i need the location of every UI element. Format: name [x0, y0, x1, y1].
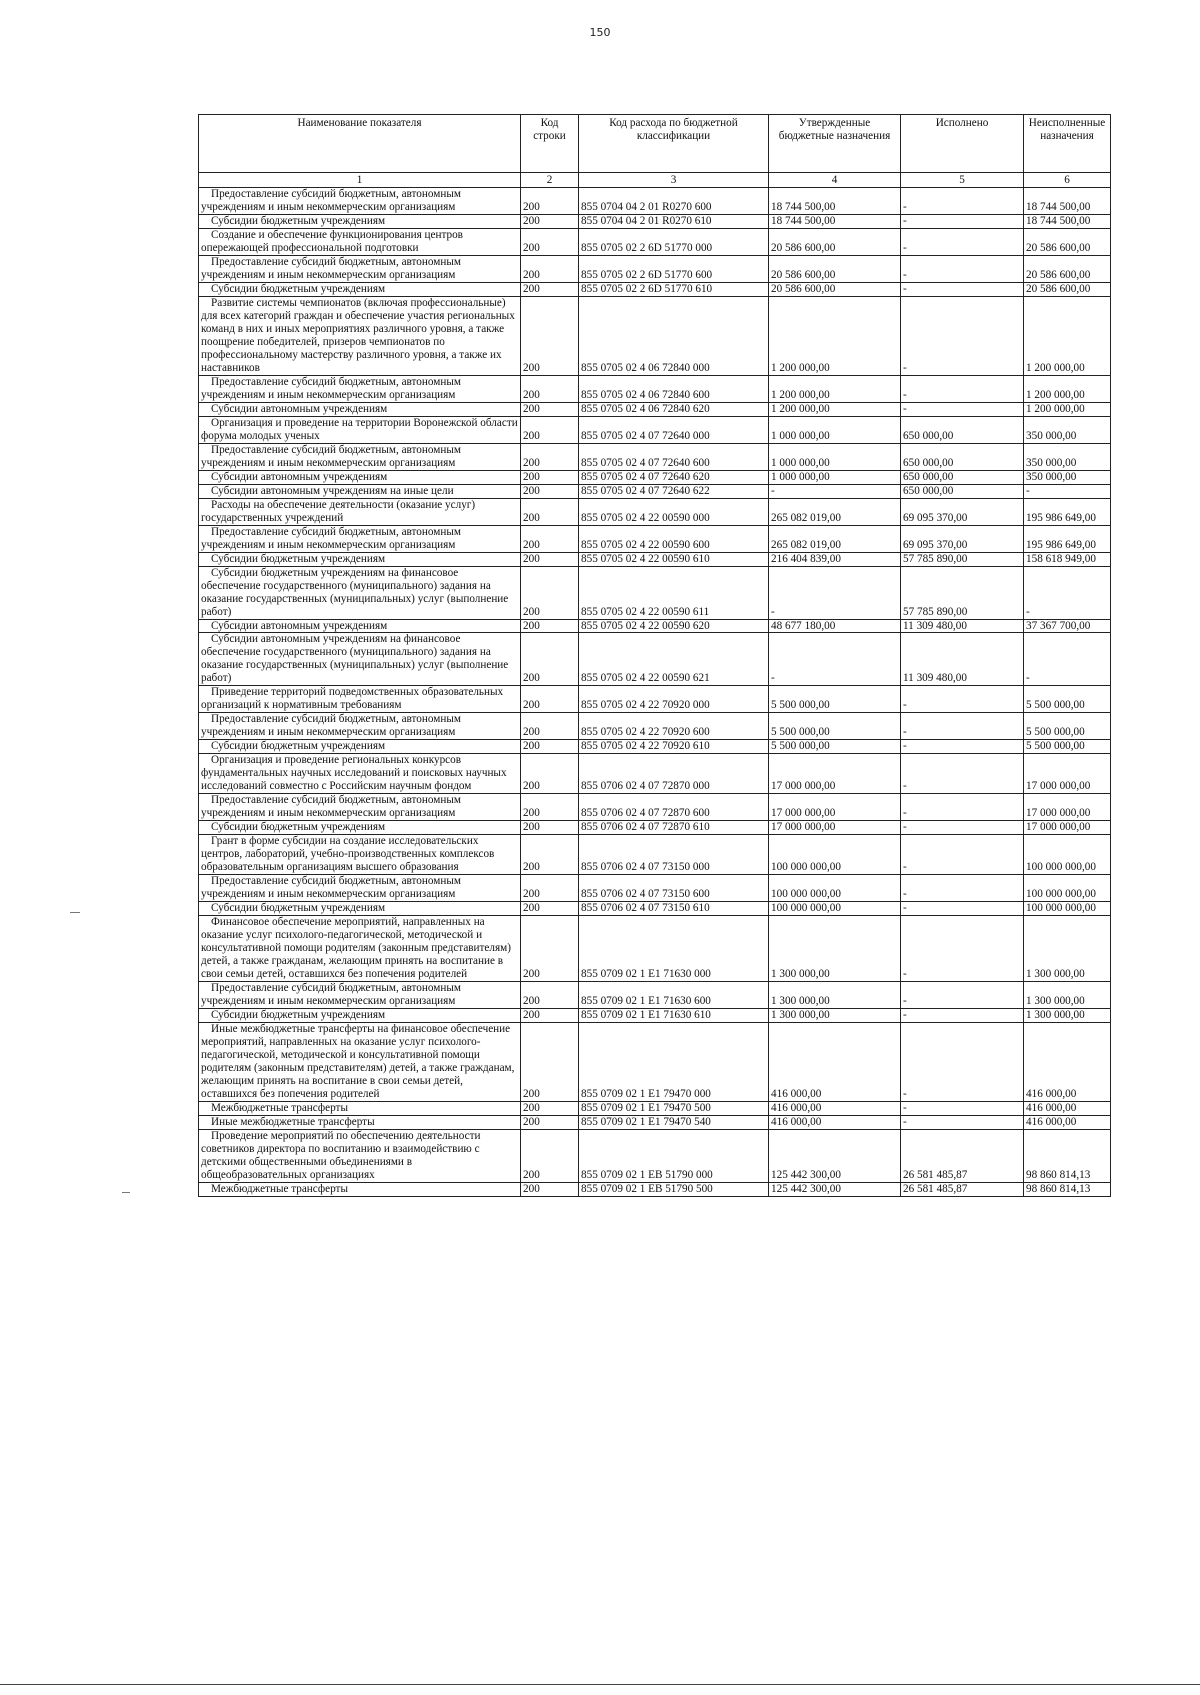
row-indicator-name: Создание и обеспечение функционирования центров опережающей профессиональной подготовки	[199, 228, 521, 255]
row-executed-amount: -	[901, 1009, 1024, 1023]
row-unexecuted-amount: 18 744 500,00	[1024, 188, 1111, 215]
row-expense-code: 855 0704 04 2 01 R0270 600	[579, 188, 769, 215]
row-line-code: 200	[521, 686, 579, 713]
row-line-code: 200	[521, 498, 579, 525]
table-row	[199, 255, 1111, 282]
table-row	[199, 1009, 1111, 1023]
row-line-code: 200	[521, 552, 579, 566]
row-approved-amount: 5 500 000,00	[769, 686, 901, 713]
column-number: 4	[769, 173, 901, 188]
row-indicator-name: Предоставление субсидий бюджетным, автономным учреждениям и иным некоммерческим организациям	[199, 713, 521, 740]
column-number: 2	[521, 173, 579, 188]
row-expense-code: 855 0706 02 4 07 72870 610	[579, 821, 769, 835]
row-unexecuted-amount: 17 000 000,00	[1024, 821, 1111, 835]
row-executed-amount: -	[901, 916, 1024, 982]
row-unexecuted-amount: -	[1024, 484, 1111, 498]
row-unexecuted-amount: 100 000 000,00	[1024, 875, 1111, 902]
row-approved-amount: 1 300 000,00	[769, 1009, 901, 1023]
row-executed-amount: 26 581 485,87	[901, 1129, 1024, 1182]
row-approved-amount: 1 300 000,00	[769, 916, 901, 982]
row-indicator-name: Предоставление субсидий бюджетным, автономным учреждениям и иным некоммерческим организациям	[199, 982, 521, 1009]
row-executed-amount: -	[901, 835, 1024, 875]
row-approved-amount: 17 000 000,00	[769, 794, 901, 821]
table-row	[199, 188, 1111, 215]
row-unexecuted-amount: -	[1024, 633, 1111, 686]
row-approved-amount: 1 000 000,00	[769, 470, 901, 484]
row-line-code: 200	[521, 470, 579, 484]
row-approved-amount: 265 082 019,00	[769, 498, 901, 525]
row-expense-code: 855 0709 02 1 E1 79470 540	[579, 1115, 769, 1129]
table-row	[199, 375, 1111, 402]
row-line-code: 200	[521, 255, 579, 282]
row-approved-amount: 1 200 000,00	[769, 375, 901, 402]
column-number: 5	[901, 173, 1024, 188]
column-number: 1	[199, 173, 521, 188]
row-executed-amount: -	[901, 255, 1024, 282]
row-executed-amount: 11 309 480,00	[901, 633, 1024, 686]
table-row	[199, 1129, 1111, 1182]
row-expense-code: 855 0705 02 4 07 72640 600	[579, 443, 769, 470]
row-expense-code: 855 0704 04 2 01 R0270 610	[579, 214, 769, 228]
row-executed-amount: -	[901, 282, 1024, 296]
row-unexecuted-amount: 195 986 649,00	[1024, 525, 1111, 552]
table-body	[199, 188, 1111, 1197]
row-approved-amount: 5 500 000,00	[769, 740, 901, 754]
row-approved-amount: 100 000 000,00	[769, 875, 901, 902]
row-approved-amount: 216 404 839,00	[769, 552, 901, 566]
row-line-code: 200	[521, 282, 579, 296]
row-indicator-name: Проведение мероприятий по обеспечению деятельности советников директора по воспитанию и взаимодействию с детскими общественными объединениями в общеобразовательных организациях	[199, 1129, 521, 1182]
row-indicator-name: Субсидии бюджетным учреждениям	[199, 1009, 521, 1023]
row-approved-amount: 20 586 600,00	[769, 282, 901, 296]
row-indicator-name: Субсидии автономным учреждениям на иные цели	[199, 484, 521, 498]
row-line-code: 200	[521, 1115, 579, 1129]
row-indicator-name: Иные межбюджетные трансферты	[199, 1115, 521, 1129]
table-row	[199, 470, 1111, 484]
row-expense-code: 855 0705 02 4 22 00590 621	[579, 633, 769, 686]
row-indicator-name: Организация и проведение региональных конкурсов фундаментальных научных исследований и поисковых научных исследований совместно с Российским научным фондом	[199, 754, 521, 794]
row-expense-code: 855 0705 02 4 07 72640 622	[579, 484, 769, 498]
row-approved-amount: 17 000 000,00	[769, 754, 901, 794]
row-line-code: 200	[521, 835, 579, 875]
row-approved-amount: 265 082 019,00	[769, 525, 901, 552]
row-executed-amount: -	[901, 686, 1024, 713]
row-expense-code: 855 0705 02 4 07 72640 000	[579, 416, 769, 443]
row-indicator-name: Субсидии автономным учреждениям	[199, 402, 521, 416]
row-approved-amount: 1 300 000,00	[769, 982, 901, 1009]
row-approved-amount: -	[769, 484, 901, 498]
row-expense-code: 855 0705 02 4 22 00590 600	[579, 525, 769, 552]
row-indicator-name: Приведение территорий подведомственных образовательных организаций к нормативным требованиям	[199, 686, 521, 713]
table-row	[199, 443, 1111, 470]
row-approved-amount: 125 442 300,00	[769, 1182, 901, 1196]
row-executed-amount: 650 000,00	[901, 484, 1024, 498]
row-indicator-name: Субсидии бюджетным учреждениям	[199, 214, 521, 228]
row-indicator-name: Расходы на обеспечение деятельности (оказание услуг) государственных учреждений	[199, 498, 521, 525]
row-expense-code: 855 0705 02 4 06 72840 600	[579, 375, 769, 402]
row-executed-amount: 69 095 370,00	[901, 525, 1024, 552]
row-executed-amount: 26 581 485,87	[901, 1182, 1024, 1196]
row-unexecuted-amount: 98 860 814,13	[1024, 1129, 1111, 1182]
row-executed-amount: -	[901, 754, 1024, 794]
row-line-code: 200	[521, 740, 579, 754]
row-executed-amount: -	[901, 821, 1024, 835]
row-executed-amount: 69 095 370,00	[901, 498, 1024, 525]
row-indicator-name: Организация и проведение на территории Воронежской области форума молодых ученых	[199, 416, 521, 443]
table-row	[199, 228, 1111, 255]
header-expense-code: Код расхода по бюджетной классификации	[579, 115, 769, 173]
row-indicator-name: Субсидии автономным учреждениям на финансовое обеспечение государственного (муниципального) задания на оказание государственных (муниципальных) услуг (выполнение работ)	[199, 633, 521, 686]
row-executed-amount: -	[901, 375, 1024, 402]
row-executed-amount: -	[901, 296, 1024, 375]
table-row	[199, 875, 1111, 902]
row-indicator-name: Предоставление субсидий бюджетным, автономным учреждениям и иным некоммерческим организациям	[199, 525, 521, 552]
row-expense-code: 855 0705 02 4 06 72840 000	[579, 296, 769, 375]
row-line-code: 200	[521, 794, 579, 821]
row-unexecuted-amount: 100 000 000,00	[1024, 902, 1111, 916]
row-executed-amount: -	[901, 982, 1024, 1009]
table-row	[199, 1182, 1111, 1196]
row-indicator-name: Субсидии бюджетным учреждениям	[199, 902, 521, 916]
row-unexecuted-amount: 5 500 000,00	[1024, 740, 1111, 754]
row-unexecuted-amount: 350 000,00	[1024, 443, 1111, 470]
row-approved-amount: 5 500 000,00	[769, 713, 901, 740]
row-line-code: 200	[521, 633, 579, 686]
row-expense-code: 855 0706 02 4 07 73150 600	[579, 875, 769, 902]
row-executed-amount: 57 785 890,00	[901, 552, 1024, 566]
row-indicator-name: Субсидии бюджетным учреждениям	[199, 740, 521, 754]
row-unexecuted-amount: 20 586 600,00	[1024, 228, 1111, 255]
row-executed-amount: 650 000,00	[901, 443, 1024, 470]
table-row	[199, 686, 1111, 713]
row-indicator-name: Субсидии бюджетным учреждениям	[199, 282, 521, 296]
row-unexecuted-amount: 17 000 000,00	[1024, 754, 1111, 794]
row-approved-amount: 18 744 500,00	[769, 188, 901, 215]
row-expense-code: 855 0709 02 1 E1 71630 600	[579, 982, 769, 1009]
row-unexecuted-amount: 1 200 000,00	[1024, 375, 1111, 402]
row-unexecuted-amount: 1 300 000,00	[1024, 982, 1111, 1009]
row-executed-amount: -	[901, 1023, 1024, 1102]
row-unexecuted-amount: 18 744 500,00	[1024, 214, 1111, 228]
row-line-code: 200	[521, 416, 579, 443]
row-approved-amount: 20 586 600,00	[769, 255, 901, 282]
row-expense-code: 855 0705 02 2 6D 51770 000	[579, 228, 769, 255]
row-expense-code: 855 0705 02 4 22 00590 620	[579, 619, 769, 633]
row-unexecuted-amount: 5 500 000,00	[1024, 686, 1111, 713]
row-executed-amount: -	[901, 794, 1024, 821]
table-row	[199, 552, 1111, 566]
row-line-code: 200	[521, 1129, 579, 1182]
row-approved-amount: 18 744 500,00	[769, 214, 901, 228]
row-expense-code: 855 0709 02 1 EB 51790 500	[579, 1182, 769, 1196]
row-unexecuted-amount: 5 500 000,00	[1024, 713, 1111, 740]
row-line-code: 200	[521, 821, 579, 835]
row-unexecuted-amount: 416 000,00	[1024, 1101, 1111, 1115]
row-expense-code: 855 0705 02 4 22 70920 610	[579, 740, 769, 754]
row-expense-code: 855 0706 02 4 07 72870 000	[579, 754, 769, 794]
row-expense-code: 855 0705 02 4 07 72640 620	[579, 470, 769, 484]
row-expense-code: 855 0705 02 4 22 70920 000	[579, 686, 769, 713]
table-row	[199, 619, 1111, 633]
row-unexecuted-amount: 37 367 700,00	[1024, 619, 1111, 633]
row-line-code: 200	[521, 754, 579, 794]
row-indicator-name: Предоставление субсидий бюджетным, автономным учреждениям и иным некоммерческим организациям	[199, 875, 521, 902]
row-line-code: 200	[521, 443, 579, 470]
row-line-code: 200	[521, 619, 579, 633]
row-approved-amount: -	[769, 633, 901, 686]
table-row	[199, 835, 1111, 875]
row-approved-amount: 416 000,00	[769, 1115, 901, 1129]
header-approved: Утвержденные бюджетные назначения	[769, 115, 901, 173]
row-expense-code: 855 0706 02 4 07 73150 000	[579, 835, 769, 875]
row-line-code: 200	[521, 296, 579, 375]
row-executed-amount: -	[901, 402, 1024, 416]
table-row	[199, 214, 1111, 228]
page-number: 150	[589, 26, 611, 39]
row-line-code: 200	[521, 902, 579, 916]
row-indicator-name: Межбюджетные трансферты	[199, 1182, 521, 1196]
row-expense-code: 855 0709 02 1 E1 71630 610	[579, 1009, 769, 1023]
row-unexecuted-amount: 416 000,00	[1024, 1115, 1111, 1129]
row-executed-amount: -	[901, 875, 1024, 902]
row-line-code: 200	[521, 1101, 579, 1115]
row-approved-amount: 416 000,00	[769, 1101, 901, 1115]
row-line-code: 200	[521, 916, 579, 982]
row-line-code: 200	[521, 1023, 579, 1102]
row-unexecuted-amount: 17 000 000,00	[1024, 794, 1111, 821]
row-line-code: 200	[521, 982, 579, 1009]
table-row	[199, 754, 1111, 794]
row-unexecuted-amount: 1 200 000,00	[1024, 296, 1111, 375]
row-approved-amount: 20 586 600,00	[769, 228, 901, 255]
row-unexecuted-amount: 350 000,00	[1024, 470, 1111, 484]
row-approved-amount: 1 000 000,00	[769, 416, 901, 443]
row-expense-code: 855 0705 02 2 6D 51770 600	[579, 255, 769, 282]
row-indicator-name: Финансовое обеспечение мероприятий, направленных на оказание услуг психолого-педагогической, методической и консультативной помощи родителям (законным представителям) детей, а также гражданам, желающим принять на воспитание в свои семьи детей, оставшихся без попечения родителей	[199, 916, 521, 982]
row-unexecuted-amount: 350 000,00	[1024, 416, 1111, 443]
table-row	[199, 282, 1111, 296]
row-indicator-name: Субсидии бюджетным учреждениям	[199, 552, 521, 566]
row-expense-code: 855 0709 02 1 E1 79470 500	[579, 1101, 769, 1115]
table-row	[199, 416, 1111, 443]
row-approved-amount: 125 442 300,00	[769, 1129, 901, 1182]
row-executed-amount: 11 309 480,00	[901, 619, 1024, 633]
header-unexecuted: Неисполненные назначения	[1024, 115, 1111, 173]
row-approved-amount: 1 000 000,00	[769, 443, 901, 470]
row-indicator-name: Грант в форме субсидии на создание исследовательских центров, лабораторий, учебно-производственных комплексов образовательным организациям высшего образования	[199, 835, 521, 875]
row-expense-code: 855 0705 02 4 22 70920 600	[579, 713, 769, 740]
row-unexecuted-amount: 158 618 949,00	[1024, 552, 1111, 566]
row-line-code: 200	[521, 375, 579, 402]
row-line-code: 200	[521, 1182, 579, 1196]
row-line-code: 200	[521, 525, 579, 552]
row-line-code: 200	[521, 566, 579, 619]
table-row	[199, 740, 1111, 754]
row-line-code: 200	[521, 1009, 579, 1023]
header-line-code: Код строки	[521, 115, 579, 173]
scan-mark	[122, 1192, 130, 1193]
row-unexecuted-amount: 20 586 600,00	[1024, 255, 1111, 282]
column-number: 3	[579, 173, 769, 188]
row-unexecuted-amount: 20 586 600,00	[1024, 282, 1111, 296]
row-executed-amount: -	[901, 713, 1024, 740]
row-expense-code: 855 0705 02 4 22 00590 610	[579, 552, 769, 566]
row-executed-amount: 650 000,00	[901, 470, 1024, 484]
row-unexecuted-amount: 416 000,00	[1024, 1023, 1111, 1102]
row-unexecuted-amount: -	[1024, 566, 1111, 619]
table-row	[199, 525, 1111, 552]
row-line-code: 200	[521, 875, 579, 902]
table-row	[199, 633, 1111, 686]
row-indicator-name: Субсидии бюджетным учреждениям на финансовое обеспечение государственного (муниципального) задания на оказание государственных (муниципальных) услуг (выполнение работ)	[199, 566, 521, 619]
table-header-row	[199, 115, 1111, 173]
row-executed-amount: 57 785 890,00	[901, 566, 1024, 619]
row-approved-amount: 1 200 000,00	[769, 296, 901, 375]
row-indicator-name: Иные межбюджетные трансферты на финансовое обеспечение мероприятий, направленных на оказание услуг психолого-педагогической, методической и консультативной помощи родителям (законным представителям) детей, а также гражданам, желающим принять на воспитание в свои семьи детей, оставшихся без попечения родителей	[199, 1023, 521, 1102]
row-line-code: 200	[521, 214, 579, 228]
row-indicator-name: Субсидии автономным учреждениям	[199, 470, 521, 484]
row-unexecuted-amount: 1 300 000,00	[1024, 1009, 1111, 1023]
row-executed-amount: -	[901, 228, 1024, 255]
row-unexecuted-amount: 1 300 000,00	[1024, 916, 1111, 982]
row-expense-code: 855 0706 02 4 07 72870 600	[579, 794, 769, 821]
row-approved-amount: 100 000 000,00	[769, 835, 901, 875]
table-row	[199, 794, 1111, 821]
table-row	[199, 902, 1111, 916]
row-executed-amount: -	[901, 188, 1024, 215]
column-number-row	[199, 173, 1111, 188]
row-line-code: 200	[521, 402, 579, 416]
row-unexecuted-amount: 1 200 000,00	[1024, 402, 1111, 416]
table-row	[199, 1023, 1111, 1102]
row-unexecuted-amount: 100 000 000,00	[1024, 835, 1111, 875]
row-indicator-name: Межбюджетные трансферты	[199, 1101, 521, 1115]
row-unexecuted-amount: 98 860 814,13	[1024, 1182, 1111, 1196]
row-expense-code: 855 0706 02 4 07 73150 610	[579, 902, 769, 916]
row-approved-amount: 416 000,00	[769, 1023, 901, 1102]
row-approved-amount: 1 200 000,00	[769, 402, 901, 416]
table-row	[199, 402, 1111, 416]
row-indicator-name: Субсидии автономным учреждениям	[199, 619, 521, 633]
row-indicator-name: Предоставление субсидий бюджетным, автономным учреждениям и иным некоммерческим организациям	[199, 375, 521, 402]
table-row	[199, 821, 1111, 835]
header-executed: Исполнено	[901, 115, 1024, 173]
header-indicator-name: Наименование показателя	[199, 115, 521, 173]
table-row	[199, 1115, 1111, 1129]
table-row	[199, 484, 1111, 498]
row-expense-code: 855 0709 02 1 E1 79470 000	[579, 1023, 769, 1102]
row-approved-amount: 48 677 180,00	[769, 619, 901, 633]
row-executed-amount: -	[901, 1101, 1024, 1115]
table-row	[199, 713, 1111, 740]
row-indicator-name: Предоставление субсидий бюджетным, автономным учреждениям и иным некоммерческим организациям	[199, 188, 521, 215]
row-expense-code: 855 0705 02 4 06 72840 620	[579, 402, 769, 416]
row-indicator-name: Субсидии бюджетным учреждениям	[199, 821, 521, 835]
row-expense-code: 855 0709 02 1 E1 71630 000	[579, 916, 769, 982]
table-row	[199, 296, 1111, 375]
row-approved-amount: 100 000 000,00	[769, 902, 901, 916]
row-expense-code: 855 0705 02 2 6D 51770 610	[579, 282, 769, 296]
table-row	[199, 566, 1111, 619]
budget-execution-table	[198, 114, 1111, 1197]
table-row	[199, 1101, 1111, 1115]
table-row	[199, 498, 1111, 525]
table-row	[199, 982, 1111, 1009]
table-row	[199, 916, 1111, 982]
row-expense-code: 855 0705 02 4 22 00590 000	[579, 498, 769, 525]
row-line-code: 200	[521, 188, 579, 215]
row-expense-code: 855 0705 02 4 22 00590 611	[579, 566, 769, 619]
row-unexecuted-amount: 195 986 649,00	[1024, 498, 1111, 525]
row-indicator-name: Предоставление субсидий бюджетным, автономным учреждениям и иным некоммерческим организациям	[199, 255, 521, 282]
row-indicator-name: Предоставление субсидий бюджетным, автономным учреждениям и иным некоммерческим организациям	[199, 794, 521, 821]
row-executed-amount: -	[901, 740, 1024, 754]
row-approved-amount: 17 000 000,00	[769, 821, 901, 835]
scan-mark	[70, 912, 80, 913]
row-line-code: 200	[521, 228, 579, 255]
row-line-code: 200	[521, 484, 579, 498]
row-approved-amount: -	[769, 566, 901, 619]
row-indicator-name: Предоставление субсидий бюджетным, автономным учреждениям и иным некоммерческим организациям	[199, 443, 521, 470]
row-executed-amount: 650 000,00	[901, 416, 1024, 443]
row-executed-amount: -	[901, 1115, 1024, 1129]
page-bottom-rule	[0, 1684, 1200, 1685]
row-executed-amount: -	[901, 214, 1024, 228]
row-expense-code: 855 0709 02 1 EB 51790 000	[579, 1129, 769, 1182]
column-number: 6	[1024, 173, 1111, 188]
row-indicator-name: Развитие системы чемпионатов (включая профессиональные) для всех категорий граждан и обеспечение участия региональных команд в них и иных мероприятиях различного уровня, а также поощрение победителей, призеров чемпионатов по профессиональному мастерству различного уровня, а также их наставников	[199, 296, 521, 375]
row-executed-amount: -	[901, 902, 1024, 916]
row-line-code: 200	[521, 713, 579, 740]
